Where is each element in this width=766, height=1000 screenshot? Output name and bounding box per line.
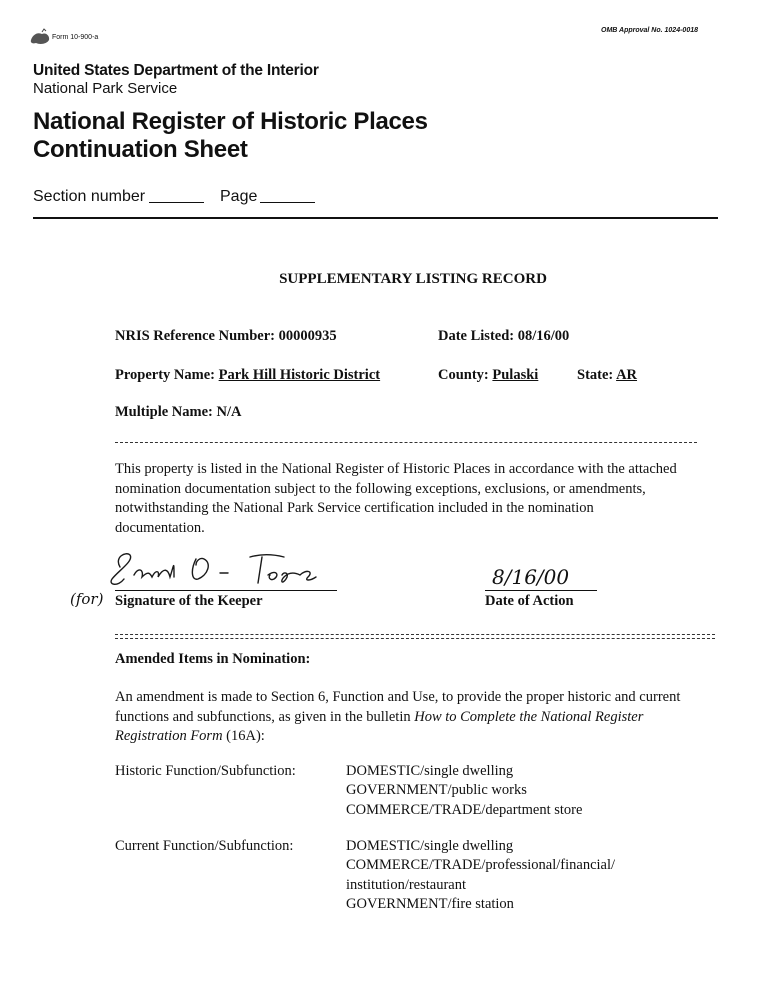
property-value: Park Hill Historic District	[218, 367, 381, 383]
current-function-list	[346, 837, 615, 914]
date-listed-label: Date Listed:	[438, 328, 515, 344]
signature-line	[115, 590, 337, 591]
dashed-divider	[115, 442, 697, 443]
intro-line: Registration Form (16A):	[115, 728, 265, 744]
department-name: United States Department of the Interior	[33, 62, 319, 79]
keeper-signature	[100, 545, 320, 593]
list-item: COMMERCE/TRADE/professional/financial/	[346, 857, 616, 874]
current-function-label: Current Function/Subfunction:	[115, 838, 294, 854]
page-label: Page	[220, 188, 258, 205]
state-value: AR	[616, 367, 638, 383]
intro-line: functions and subfunctions, as given in the bulletin How to Complete the National Register	[115, 708, 644, 725]
section-number-label: Section number	[33, 188, 146, 205]
statement-line: nomination documentation subject to the following exceptions, exclusions, or amendments,	[115, 480, 646, 497]
nris-reference	[115, 328, 337, 345]
state	[577, 367, 637, 384]
multiple-value: N/A	[216, 404, 242, 420]
county-value: Pulaski	[492, 367, 539, 383]
list-item: GOVERNMENT/fire station	[346, 895, 514, 912]
record-heading: SUPPLEMENTARY LISTING RECORD	[279, 271, 547, 287]
date-listed-value: 08/16/00	[517, 328, 570, 344]
statement-line: documentation.	[115, 519, 205, 536]
page-subtitle: Continuation Sheet	[33, 136, 248, 163]
multiple-name	[115, 404, 241, 421]
county-label: County:	[438, 367, 489, 383]
county	[438, 367, 538, 384]
amendment-intro	[115, 688, 720, 747]
list-item: GOVERNMENT/public works	[346, 782, 527, 799]
department-seal-icon	[28, 28, 52, 48]
statement-line: notwithstanding the National Park Service certification included in the nomination	[115, 500, 594, 516]
date-of-action-handwritten: 8/16/00	[492, 565, 570, 589]
listing-statement	[115, 460, 720, 538]
section-number-field	[149, 202, 204, 203]
signature-label: Signature of the Keeper	[115, 593, 263, 609]
date-listed	[438, 328, 569, 345]
page-field	[260, 202, 315, 203]
intro-line: An amendment is made to Section 6, Function and Use, to provide the proper historic and current	[115, 689, 681, 705]
form-number: Form 10-900-a	[52, 34, 99, 41]
property-name	[115, 367, 380, 384]
list-item: DOMESTIC/single dwelling	[346, 763, 514, 779]
double-dashed-divider	[115, 634, 715, 639]
page-title: National Register of Historic Places	[33, 108, 428, 135]
date-of-action-label: Date of Action	[485, 593, 574, 609]
service-name: National Park Service	[33, 80, 178, 97]
omb-approval: OMB Approval No. 1024-0018	[601, 27, 698, 34]
date-line	[485, 590, 597, 591]
property-label: Property Name:	[115, 367, 215, 383]
list-item: COMMERCE/TRADE/department store	[346, 801, 583, 818]
nris-label: NRIS Reference Number:	[115, 328, 275, 344]
historic-function-label: Historic Function/Subfunction:	[115, 763, 296, 779]
historic-function-list	[346, 762, 582, 820]
state-label: State:	[577, 367, 614, 383]
multiple-label: Multiple Name:	[115, 404, 213, 420]
nris-value: 00000935	[278, 328, 337, 344]
statement-line: This property is listed in the National Register of Historic Places in accordance with the attached	[115, 461, 677, 477]
header-divider	[33, 217, 718, 219]
list-item: DOMESTIC/single dwelling	[346, 838, 514, 854]
for-annotation: (for)	[70, 590, 104, 608]
list-item: institution/restaurant	[346, 876, 467, 893]
amended-heading: Amended Items in Nomination:	[115, 651, 311, 667]
